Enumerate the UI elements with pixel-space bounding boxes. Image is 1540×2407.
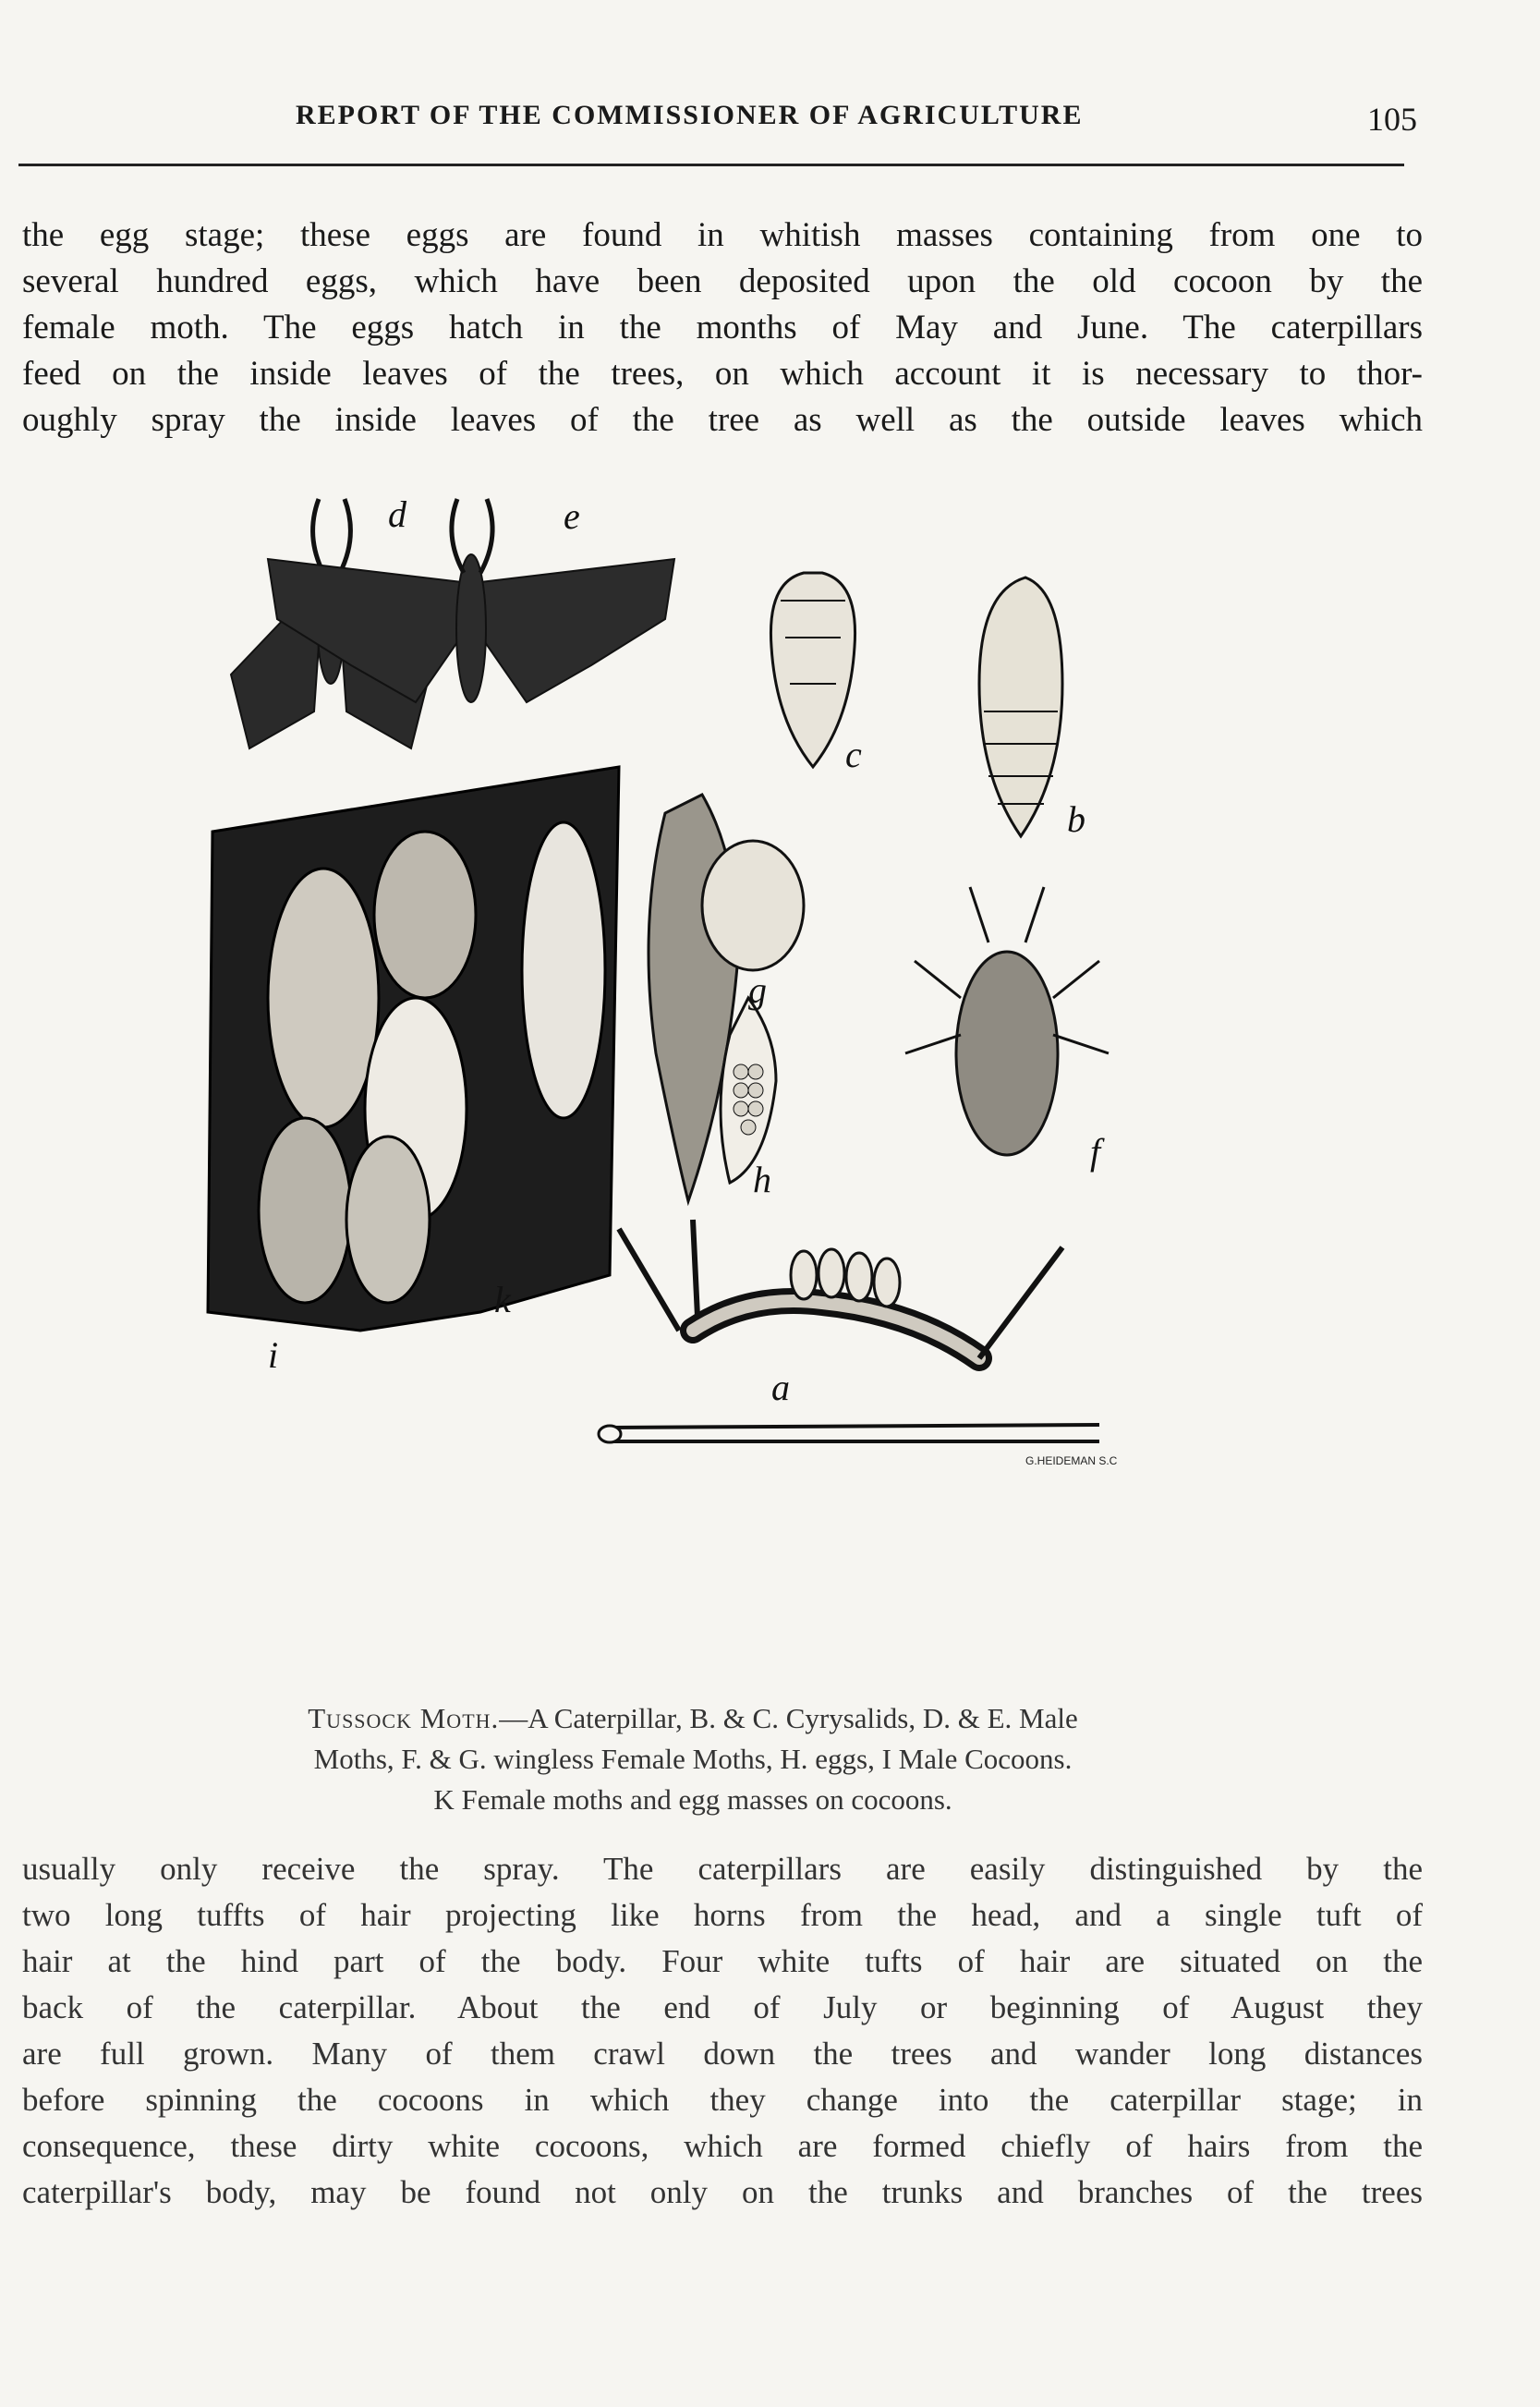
illustration-engraving bbox=[176, 480, 1266, 1672]
caption-line-3: K Female moths and egg masses on cocoons. bbox=[433, 1783, 952, 1816]
figure-caption bbox=[139, 1698, 1247, 1820]
label-f: f bbox=[1090, 1131, 1101, 1173]
bottom-paragraph bbox=[22, 1846, 1423, 2216]
text-line: before spinning the cocoons in which they change into the caterpillar stage; in bbox=[22, 2082, 1423, 2118]
female-with-eggs-g-h bbox=[649, 795, 804, 1201]
wingless-female-f bbox=[905, 887, 1109, 1155]
header-rule bbox=[18, 164, 1404, 166]
top-paragraph bbox=[22, 213, 1423, 444]
text-line: hair at the hind part of the body. Four white tufts of hair are situated on the bbox=[22, 1943, 1423, 1979]
chrysalis-c bbox=[770, 573, 855, 767]
running-head bbox=[0, 100, 1540, 146]
caption-lead: Tussock Moth. bbox=[308, 1702, 500, 1734]
text-line: usually only receive the spray. The caterpillars are easily distinguished by the bbox=[22, 1851, 1423, 1887]
label-i: i bbox=[268, 1334, 279, 1376]
text-line: consequence, these dirty white cocoons, which are formed chiefly of hairs from the bbox=[22, 2128, 1423, 2164]
text-line: caterpillar's body, may be found not only on the trunks and branches of the trees bbox=[22, 2174, 1423, 2210]
text-line: several hundred eggs, which have been deposited upon the old cocoon by the bbox=[22, 262, 1423, 300]
label-d: d bbox=[388, 493, 406, 535]
caption-line-1 bbox=[139, 1698, 1247, 1739]
text-line: feed on the inside leaves of the trees, on which account it is necessary to thor- bbox=[22, 355, 1423, 393]
page-number: 105 bbox=[1367, 101, 1417, 138]
tussock-moth-illustration bbox=[176, 480, 1266, 1672]
label-g: g bbox=[748, 969, 767, 1011]
caterpillar-a bbox=[599, 1220, 1099, 1442]
chrysalis-b bbox=[979, 577, 1062, 836]
text-line: back of the caterpillar. About the end of July or beginning of August they bbox=[22, 1989, 1423, 2025]
text-line: are full grown. Many of them crawl down the trees and wander long distances bbox=[22, 2036, 1423, 2072]
caption-line-2: Moths, F. & G. wingless Female Moths, H. eggs, I Male Cocoons. bbox=[313, 1743, 1073, 1775]
text-line: two long tuffts of hair projecting like horns from the head, and a single tuft of bbox=[22, 1897, 1423, 1933]
label-k: k bbox=[494, 1279, 511, 1320]
label-e: e bbox=[564, 495, 580, 537]
label-h: h bbox=[753, 1159, 771, 1200]
label-c: c bbox=[845, 734, 862, 775]
caption-line-1-text: —A Caterpillar, B. & C. Cyrysalids, D. & E. Male bbox=[499, 1702, 1078, 1734]
bark-with-cocoons-i-k bbox=[208, 767, 619, 1331]
engraver-signature: G.HEIDEMAN S.C bbox=[1025, 1454, 1118, 1467]
running-title: REPORT OF THE COMMISSIONER OF AGRICULTURE bbox=[296, 100, 1084, 130]
text-line: female moth. The eggs hatch in the months of May and June. The caterpillars bbox=[22, 309, 1423, 346]
label-a: a bbox=[771, 1367, 790, 1408]
label-b: b bbox=[1067, 798, 1085, 840]
text-line: oughly spray the inside leaves of the tree as well as the outside leaves which bbox=[22, 401, 1423, 439]
text-line: the egg stage; these eggs are found in whitish masses containing from one to bbox=[22, 216, 1423, 254]
